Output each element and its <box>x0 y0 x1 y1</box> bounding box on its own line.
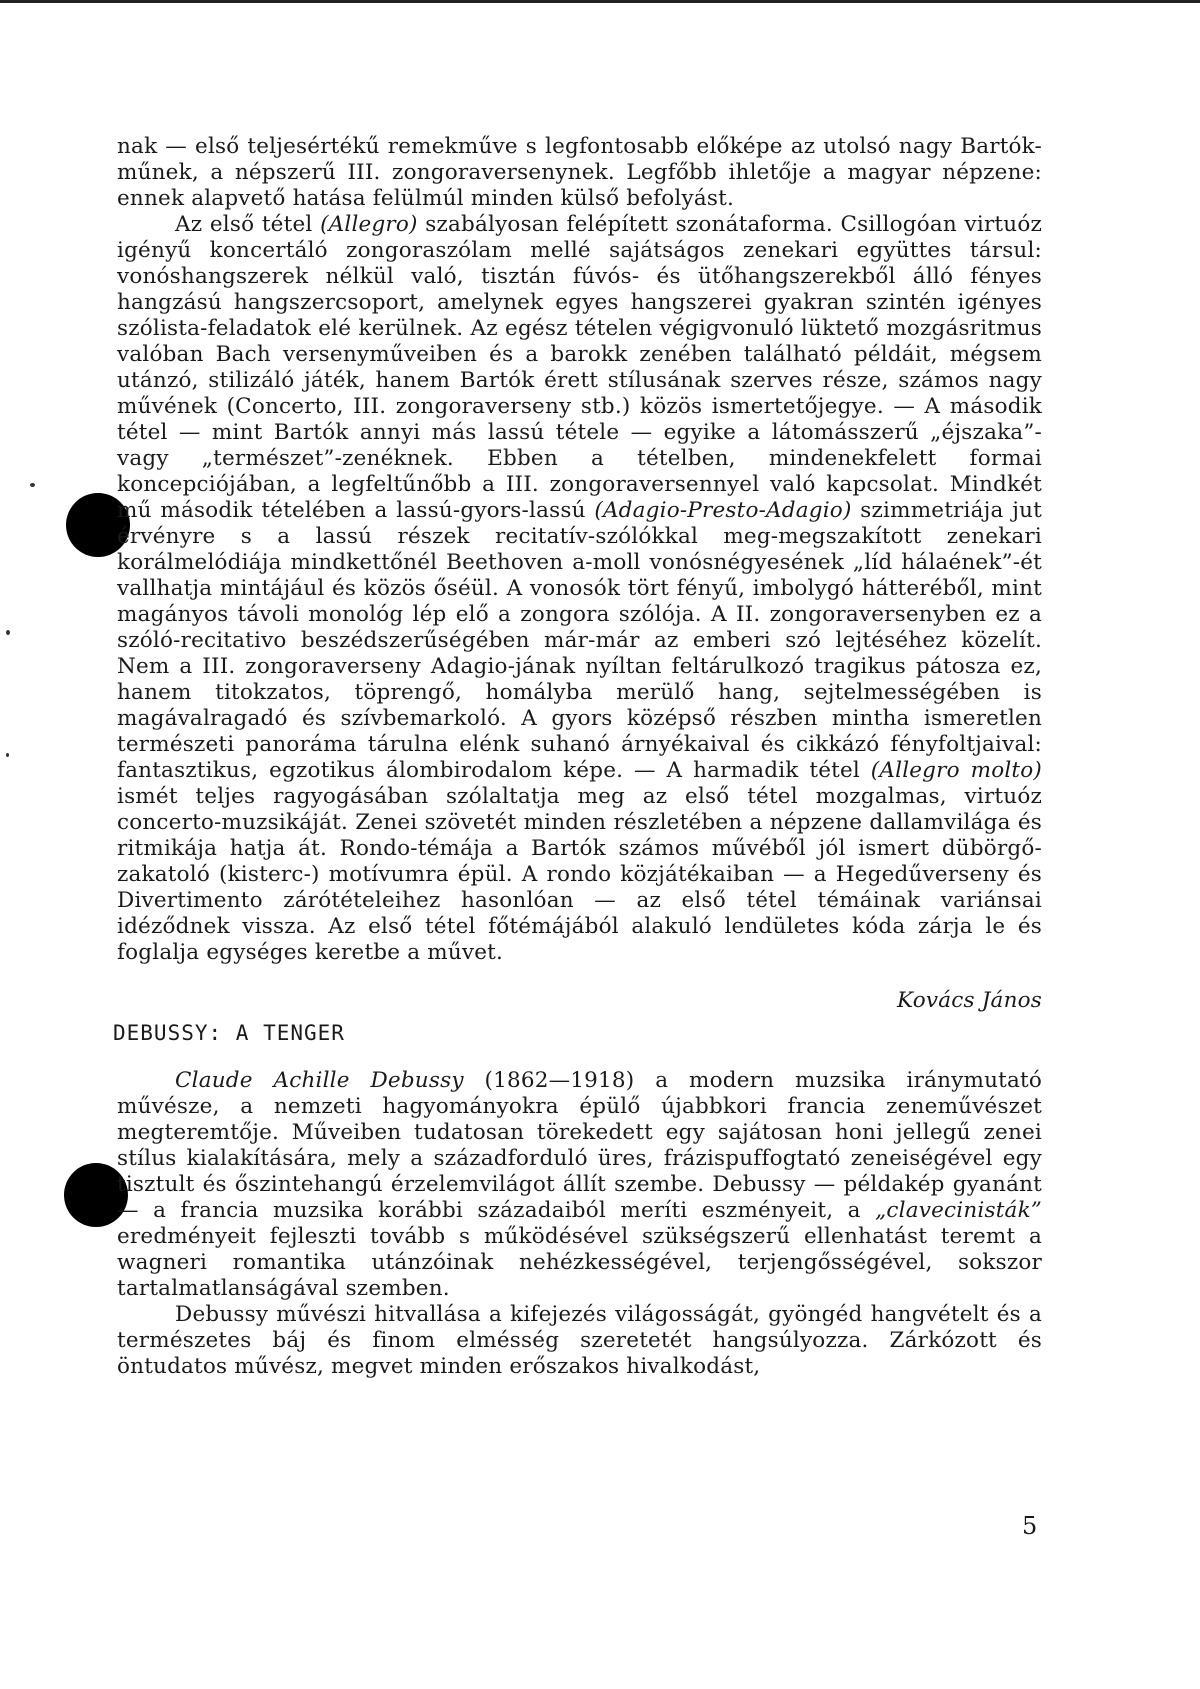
tempo-allegro: (Allegro) <box>320 212 418 237</box>
section-title: DEBUSSY: A TENGER <box>113 1021 345 1045</box>
scan-speck <box>6 630 10 635</box>
composer-name: Claude Achille Debussy <box>175 1068 464 1093</box>
paragraph-debussy-intro: Claude Achille Debussy (1862—1918) a modern muzsika iránymutató művésze, a nemzeti hagyományokra épülő újabbkori francia zeneművészet megteremtője. Műveiben tudatosan törekedett egy sajátosan honi jellegű zenei stílus kialakítására, mely a századforduló üres, frázispuffogtató zeneiségével egy tisztult és őszintehangú érzelemvilágot állít szembe. Debussy — példakép gyanánt — a francia muzsika korábbi századaiból meríti eszményeit, a „clavecinisták” eredményeit fejleszti tovább s működésével szükségszerű ellenhatást teremt a wagneri romantika utánzóinak nehézkességével, terjengősségével, sokszor tartalmatlanságával szemben. <box>117 1068 1042 1301</box>
paragraph-continuation: nak — első teljesértékű remekműve s legfontosabb előképe az utolsó nagy Bartók-műnek, a népszerű III. zongoraversenynek. Legfőbb ihletője a magyar népzene: ennek alapvető hatása felülmúl minden külső befolyást. <box>117 134 1042 211</box>
paragraph-movements: Az első tétel (Allegro) szabályosan felépített szonátaforma. Csillogóan virtuóz igényű koncertáló zongoraszólam mellé sajátságos zenekari együttes társul: vonóshangszerek nélkül való, tisztán fúvós- és ütőhangszerekből álló fényes hangzású hangszercsoport, amelynek egyes hangszerei gyakran szintén igényes szólista-feladatok elé kerülnek. Az egész tételen végigvonuló lüktető mozgásritmus valóban Bach versenyműveiben és a barokk zenében található példáit, mégsem utánzó, stilizáló játék, hanem Bartók érett stílusának szerves része, számos nagy művének (Concerto, III. zongoraverseny stb.) közös ismertetőjegye. — A második tétel — mint Bartók annyi más lassú tétele — egyike a látomásszerű „éjszaka”- vagy „természet”-zenéknek. Ebben a tételben, mindenekfelett formai koncepciójában, a legfeltűnőbb a III. zongoraversennyel való kapcsolat. Mindkét mű második tételében a lassú-gyors-lassú (Adagio-Presto-Adagio) szimmetriája jut érvényre s a lassú részek recitatív-szólókkal meg-megszakított zenekari korálmelódiája mindkettőnél Beethoven a-moll vonósnégyesének „líd hálaének”-ét vallhatja mintájául és közös őséül. A vonosók tört fényű, imbolygó hátteréből, mint magányos távoli monológ lép elő a zongora szólója. A II. zongoraversenyben ez a szóló-recitativo beszédszerűségében már-már az emberi szó lejtéséhez közelít. Nem a III. zongoraverseny Adagio-jának nyíltan feltárulkozó tragikus pátosza ez, hanem titokzatos, töprengő, homályba merülő hang, sejtelmességében is magávalragadó és szívbemarkoló. A gyors középső részben mintha ismeretlen természeti panoráma tárulna elénk suhanó árnyékaival és cikkázó fényfoltjaival: fantasztikus, egzotikus álombirodalom képe. — A harmadik tétel (Allegro molto) ismét teljes ragyogásában szólaltatja meg az első tétel mozgalmas, virtuóz concerto-muzsikáját. Zenei szövetét minden részletében a népzene dallamvilága és ritmikája hatja át. Rondo-témája a Bartók számos művéből jól ismert dübörgő-zakatoló (kisterc-) motívumra épül. A rondo közjátékaiban — a Hegedűverseny és Divertimento zárótételeihez hasonlóan — az első tétel témáinak variánsai idéződnek vissza. Az első tétel főtémájából alakuló lendületes kóda zárja le és foglalja egységes keretbe a művet. <box>117 212 1043 965</box>
page-top-edge <box>0 0 1200 3</box>
paragraph-debussy-credo: Debussy művészi hitvallása a kifejezés világosságát, gyöngéd hangvételt és a természetes báj és finom elmésség szeretetét hangsúlyozza. Zárkózott és öntudatos művész, megvet minden erőszakos hivalkodást, <box>117 1302 1042 1379</box>
tempo-allegro-molto: (Allegro molto) <box>870 758 1042 783</box>
term-clavecinistak: „clavecinisták” <box>875 1198 1042 1223</box>
page-text <box>113 134 1043 1380</box>
author-signature: Kovács János <box>897 988 1042 1013</box>
scan-speck <box>6 753 9 757</box>
scan-speck <box>30 483 35 487</box>
tempo-adagio-presto-adagio: (Adagio-Presto-Adagio) <box>594 498 852 523</box>
page-number: 5 <box>1022 1512 1038 1540</box>
